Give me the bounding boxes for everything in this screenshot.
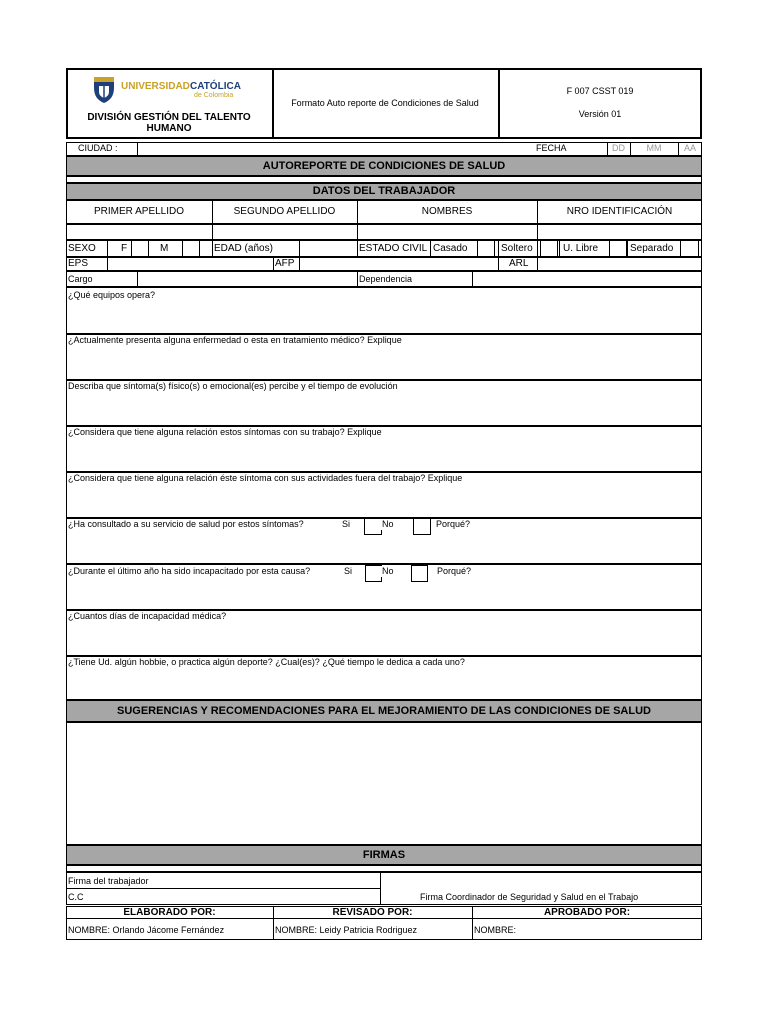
aprobado-label: APROBADO POR: <box>543 907 631 918</box>
worker-signature-field[interactable] <box>160 873 378 887</box>
segundo-apellido-input[interactable] <box>213 225 356 239</box>
nombres-input[interactable] <box>358 225 536 239</box>
question-8: ¿Cuantos días de incapacidad médica? <box>68 611 227 621</box>
dependencia-input[interactable] <box>473 272 701 286</box>
edad-input[interactable] <box>300 241 356 256</box>
worker-data-title: DATOS DEL TRABAJADOR <box>66 183 702 200</box>
elaborado-label: ELABORADO POR: <box>123 907 216 918</box>
question-5: ¿Considera que tiene alguna relación éste síntoma con sus actividades fuera del trabajo? Explique <box>68 473 463 483</box>
form-version: Versión 01 <box>578 109 622 119</box>
sexo-f-label: F <box>121 243 128 254</box>
sexo-m-label: M <box>160 243 169 254</box>
form-code: F 007 CSST 019 <box>566 86 634 96</box>
primer-apellido-input[interactable] <box>67 225 211 239</box>
q6-no-checkbox[interactable] <box>413 518 431 535</box>
nro-identificacion-input[interactable] <box>538 225 701 239</box>
fecha-mm-field[interactable]: MM <box>646 143 662 153</box>
q6-si-label: Si <box>342 519 351 529</box>
revisado-name: NOMBRE: Leidy Patricia Rodriguez <box>275 925 418 935</box>
segundo-apellido-label: SEGUNDO APELLIDO <box>233 206 336 217</box>
estado-civil-label: ESTADO CIVIL <box>359 243 428 254</box>
revisado-label: REVISADO POR: <box>332 907 413 918</box>
u-libre-checkbox[interactable] <box>609 240 627 257</box>
cargo-input[interactable] <box>138 272 356 286</box>
university-logo <box>90 73 250 107</box>
question-3: Describa que síntoma(s) físico(s) o emocional(es) percibe y el tiempo de evolución <box>68 381 398 391</box>
eps-label: EPS <box>68 258 89 269</box>
q7-no-checkbox[interactable] <box>411 565 428 582</box>
fecha-label: FECHA <box>536 143 567 153</box>
question-1: ¿Qué equipos opera? <box>68 290 156 300</box>
logo-main-text: UNIVERSIDAD <box>121 81 190 92</box>
aprobado-name: NOMBRE: <box>474 925 517 935</box>
q7-porque-label: Porqué? <box>437 566 472 576</box>
suggestions-title: SUGERENCIAS Y RECOMENDACIONES PARA EL MEJORAMIENTO DE LAS CONDICIONES DE SALUD <box>66 700 702 722</box>
q7-si-checkbox[interactable] <box>365 565 382 582</box>
soltero-label: Soltero <box>501 243 533 254</box>
coordinator-signature-label: Firma Coordinador de Seguridad y Salud en el Trabajo <box>420 892 639 902</box>
sexo-f-checkbox[interactable] <box>131 240 149 257</box>
nro-identificacion-label: NRO IDENTIFICACIÓN <box>566 206 673 217</box>
logo-sub-text: de Colombia <box>194 92 234 99</box>
edad-label: EDAD (años) <box>214 243 273 254</box>
fecha-aa-field[interactable]: AA <box>683 143 696 153</box>
ciudad-input[interactable] <box>138 143 528 155</box>
q6-no-label: No <box>382 519 394 529</box>
casado-checkbox[interactable] <box>477 240 495 257</box>
logo-accent-text: CATÓLICA <box>190 81 241 92</box>
dependencia-label: Dependencia <box>359 274 413 284</box>
q7-si-label: Si <box>344 566 353 576</box>
separado-checkbox[interactable] <box>680 240 699 257</box>
question-box-1[interactable] <box>66 287 702 334</box>
eps-input[interactable] <box>108 258 272 270</box>
arl-input[interactable] <box>538 258 701 270</box>
crest-icon <box>92 74 116 104</box>
separado-label: Separado <box>630 243 674 254</box>
afp-label: AFP <box>275 258 295 269</box>
cargo-label: Cargo <box>68 274 93 284</box>
soltero-checkbox[interactable] <box>540 240 558 257</box>
question-6: ¿Ha consultado a su servicio de salud por estos síntomas? <box>68 519 304 529</box>
casado-label: Casado <box>433 243 468 254</box>
ciudad-label: CIUDAD : <box>78 143 118 153</box>
fecha-dd-field[interactable]: DD <box>612 143 625 153</box>
sexo-label: SEXO <box>68 243 96 254</box>
suggestions-textarea[interactable] <box>66 722 702 845</box>
cc-input[interactable] <box>90 889 378 904</box>
nombres-label: NOMBRES <box>421 206 473 217</box>
division-line-1: DIVISIÓN GESTIÓN DEL TALENTO <box>87 112 251 123</box>
q6-porque-label: Porqué? <box>436 519 471 529</box>
afp-input[interactable] <box>300 258 497 270</box>
question-4: ¿Considera que tiene alguna relación estos síntomas con su trabajo? Explique <box>68 427 382 437</box>
main-section-title: AUTOREPORTE DE CONDICIONES DE SALUD <box>66 156 702 176</box>
question-2: ¿Actualmente presenta alguna enfermedad o esta en tratamiento médico? Explique <box>68 335 402 345</box>
primer-apellido-label: PRIMER APELLIDO <box>93 206 185 217</box>
q6-si-checkbox[interactable] <box>364 518 382 535</box>
question-7: ¿Durante el último año ha sido incapacitado por esta causa? <box>68 566 311 576</box>
elaborado-name: NOMBRE: Orlando Jácome Fernández <box>68 925 225 935</box>
question-9: ¿Tiene Ud. algún hobbie, o practica algún deporte? ¿Cual(es)? ¿Qué tiempo le dedica a cada uno? <box>68 657 465 667</box>
form-title: Formato Auto reporte de Condiciones de Salud <box>291 98 479 108</box>
sexo-m-checkbox[interactable] <box>182 240 200 257</box>
division-line-2: HUMANO <box>146 123 192 134</box>
u-libre-label: U. Libre <box>563 243 599 254</box>
arl-label: ARL <box>509 258 529 269</box>
worker-signature-label: Firma del trabajador <box>68 876 149 886</box>
cc-label: C.C <box>68 892 84 902</box>
signatures-title: FIRMAS <box>66 845 702 865</box>
q7-no-label: No <box>382 566 394 576</box>
